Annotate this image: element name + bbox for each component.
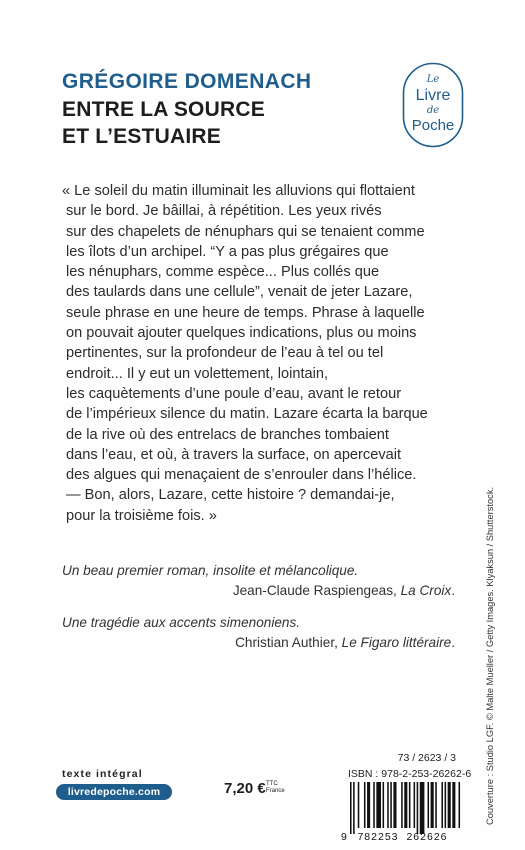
excerpt-line: — Bon, alors, Lazare, cette histoire ? demandai-je, [66,487,395,504]
excerpt-line: des algues qui menaçaient de s’enrouler dans l’hélice. [66,467,417,484]
title-line-2: ET L’ESTUAIRE [62,125,221,148]
excerpt-line: seule phrase en une heure de temps. Phrase à laquelle [66,304,425,321]
cover-credit: Couverture : Studio LGF. © Malte Mueller / Getty Images. Klyaksun / Shutterstock. [485,486,495,825]
excerpt-line: sur le bord. Je bâillai, à répétition. Les yeux rivés [66,203,382,220]
price-value: 7,20 € [224,780,266,797]
review-publication: Le Figaro littéraire [341,634,452,650]
isbn: ISBN : 978-2-253-26262-6 [348,768,472,780]
barcode-right-digits: 262626 [406,831,448,842]
price-tax-note [266,781,285,795]
barcode [339,782,461,842]
review-publication: La Croix [400,582,452,598]
book-title [62,96,265,150]
barcode-prefix: 9 [341,831,347,842]
excerpt-line: dans l’eau, et où, à travers la surface, on apercevait [66,446,402,463]
review-author: Jean-Claude Raspiengeas, [232,582,401,598]
barcode-bars [350,782,460,834]
review-end: . [451,634,455,650]
logo-word-le: Le [426,74,440,85]
excerpt-line: pour la troisième fois. » [66,507,217,524]
excerpt-line: endroit... Il y eut un volettement, lointain, [66,365,329,382]
excerpt-line: sur des chapelets de nénuphars qui se tenaient comme [66,223,425,240]
excerpt-line: de la rive où des entrelacs de branches tombaient [66,426,389,443]
excerpt-line: les nénuphars, comme espèce... Plus collés que [66,264,380,281]
review-1 [62,561,455,600]
excerpt-line: on pouvait ajouter quelques indications, plus ou moins [66,325,417,342]
logo-word-poche: Poche [411,117,455,134]
barcode-left-digits: 782253 [357,831,399,842]
author-name: GRÉGOIRE DOMENACH [62,70,312,93]
excerpt-line: les caquètements d’une poule d’eau, avant le retour [66,385,402,402]
excerpt-line: les îlots d’un archipel. “Y a pas plus grégaires que [66,243,389,260]
review-quote: Un beau premier roman, insolite et mélancolique. [62,563,359,578]
review-2 [62,613,455,652]
price-tax-line-1: TTC [266,781,278,787]
review-source [62,581,455,601]
price-tax-line-2: France [266,788,285,794]
excerpt-line: « Le soleil du matin illuminait les alluvions qui flottaient [62,183,415,199]
review-quote: Une tragédie aux accents simenoniens. [62,615,301,630]
review-end: . [451,582,455,598]
reference-number: 73 / 2623 / 3 [397,752,456,764]
logo-word-livre: Livre [415,87,451,104]
title-line-1: ENTRE LA SOURCE [62,98,265,121]
collection-label: texte intégral [62,768,143,780]
website-link[interactable]: livredepoche.com [56,784,172,800]
excerpt-line: des taulards dans une cellule”, venait de jeter Lazare, [66,284,413,301]
logo-word-de: de [426,105,440,116]
price [224,780,285,797]
excerpt-line: pertinentes, sur la profondeur de l’eau à tel ou tel [66,345,384,362]
review-author: Christian Authier, [235,634,342,650]
excerpt-text [62,181,482,526]
livre-de-poche-logo [402,62,464,148]
excerpt-line: de l’impérieux silence du matin. Lazare écarta la barque [66,406,428,423]
review-source [62,633,455,653]
